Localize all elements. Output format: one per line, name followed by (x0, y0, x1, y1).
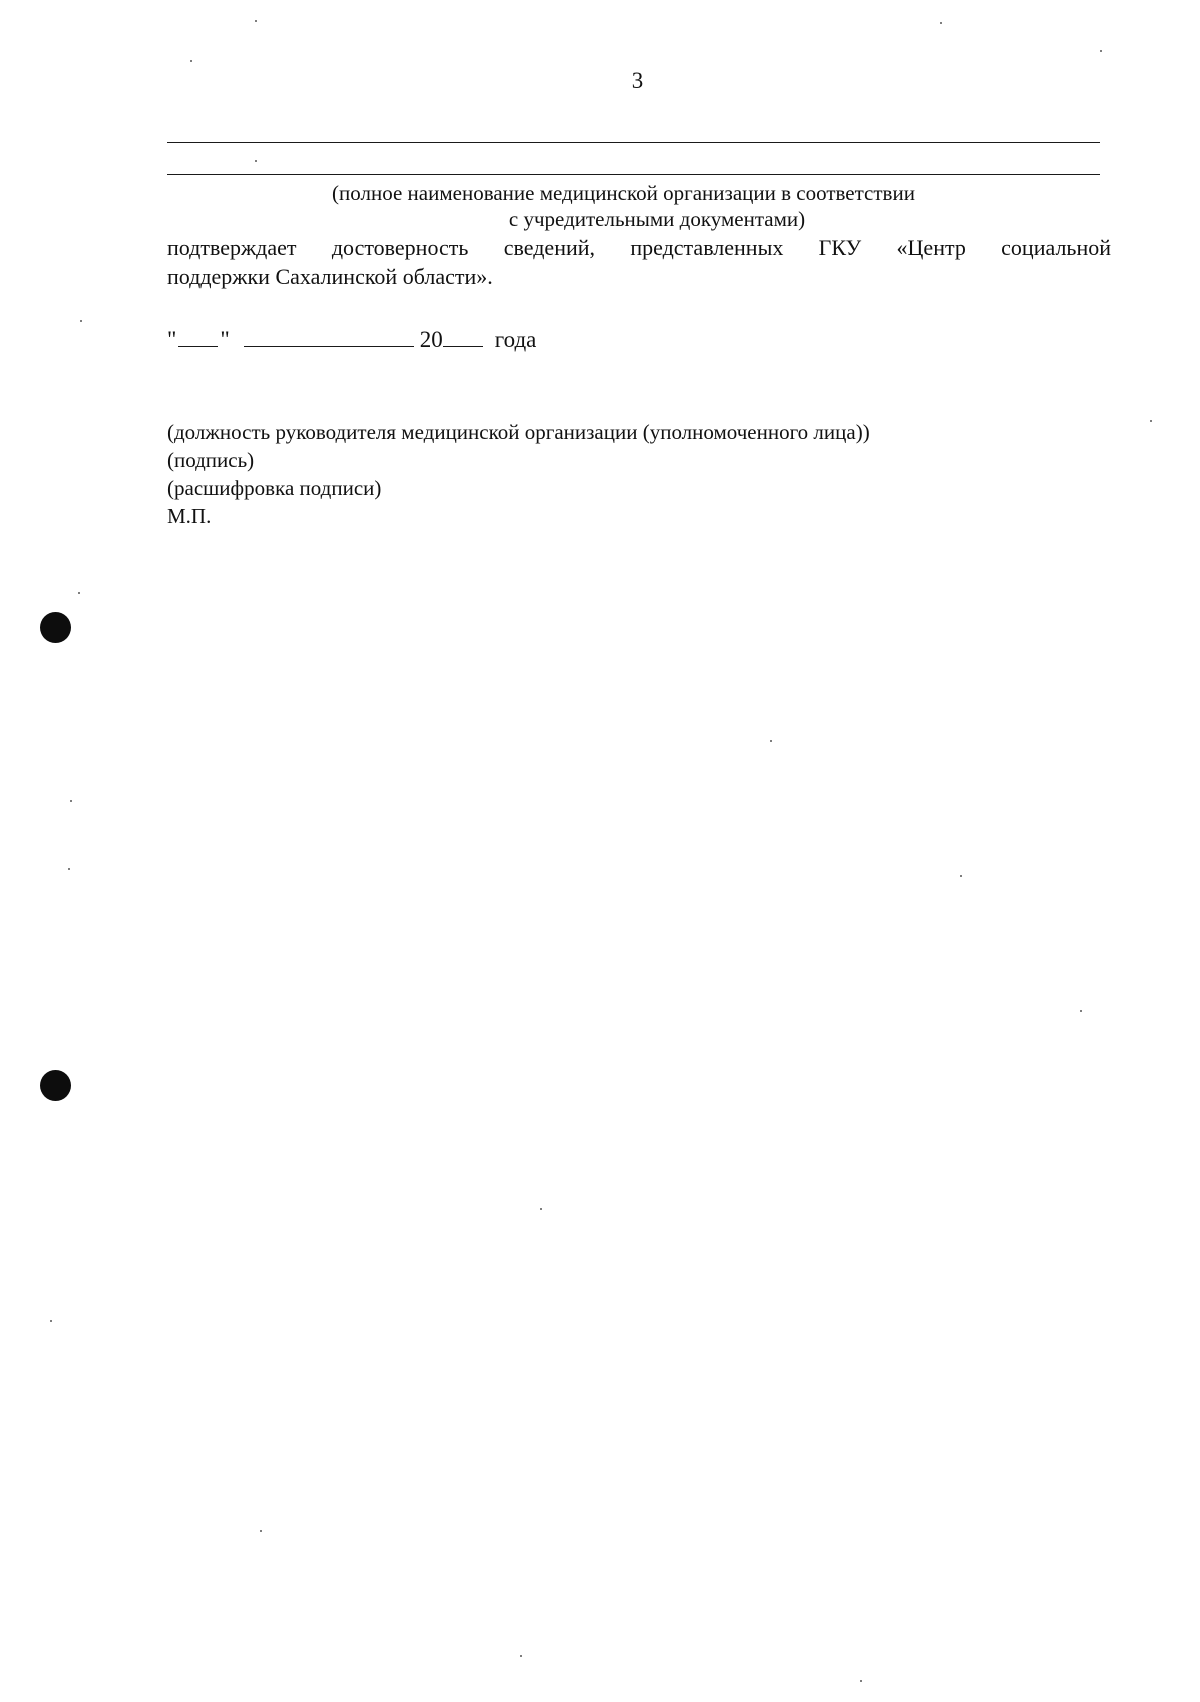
day-blank (178, 324, 218, 347)
organization-caption-line-1: (полное наименование медицинской организации в соответствии (332, 181, 915, 205)
year-blank (443, 324, 483, 347)
confirmation-text-line-2: поддержки Сахалинской области». (167, 264, 493, 289)
scan-speck (50, 1320, 52, 1322)
scan-speck (960, 875, 962, 877)
scan-speck (260, 1530, 262, 1532)
year-prefix: 20 (419, 327, 443, 352)
year-suffix: года (494, 327, 537, 352)
scan-speck (80, 320, 82, 322)
scan-speck (940, 22, 942, 24)
month-blank (244, 324, 414, 347)
scan-speck (190, 60, 192, 62)
scan-speck (770, 740, 772, 742)
scan-speck (520, 1655, 522, 1657)
organization-caption-line-2: с учредительными документами) (508, 207, 806, 231)
scan-speck (860, 1680, 862, 1682)
position-caption: (должность руководителя медицинской организации (уполномоченного лица)) (167, 420, 870, 444)
organization-name-line-2 (167, 174, 1100, 175)
scan-speck (1100, 50, 1102, 52)
date-line (167, 324, 536, 353)
date-open-quote: " (167, 327, 177, 352)
confirmation-text-line-1: подтверждает достоверность сведений, представленных ГКУ «Центр социальной (167, 235, 1111, 260)
scan-speck (70, 800, 72, 802)
signature-block (167, 418, 870, 530)
transcript-caption: (расшифровка подписи) (167, 476, 382, 500)
punch-hole (40, 612, 71, 643)
scan-speck (1150, 420, 1152, 422)
punch-hole (40, 1070, 71, 1101)
seal-label: М.П. (167, 504, 212, 528)
scan-speck (1080, 1010, 1082, 1012)
scan-speck (68, 868, 70, 870)
date-close-quote: " (220, 327, 230, 352)
page-number: 3 (631, 68, 644, 93)
organization-name-line-1 (167, 142, 1100, 143)
scan-speck (255, 160, 257, 162)
scan-speck (540, 1208, 542, 1210)
signature-caption: (подпись) (167, 448, 255, 472)
scan-speck (255, 20, 257, 22)
scan-speck (78, 592, 80, 594)
confirmation-text (167, 233, 1111, 291)
